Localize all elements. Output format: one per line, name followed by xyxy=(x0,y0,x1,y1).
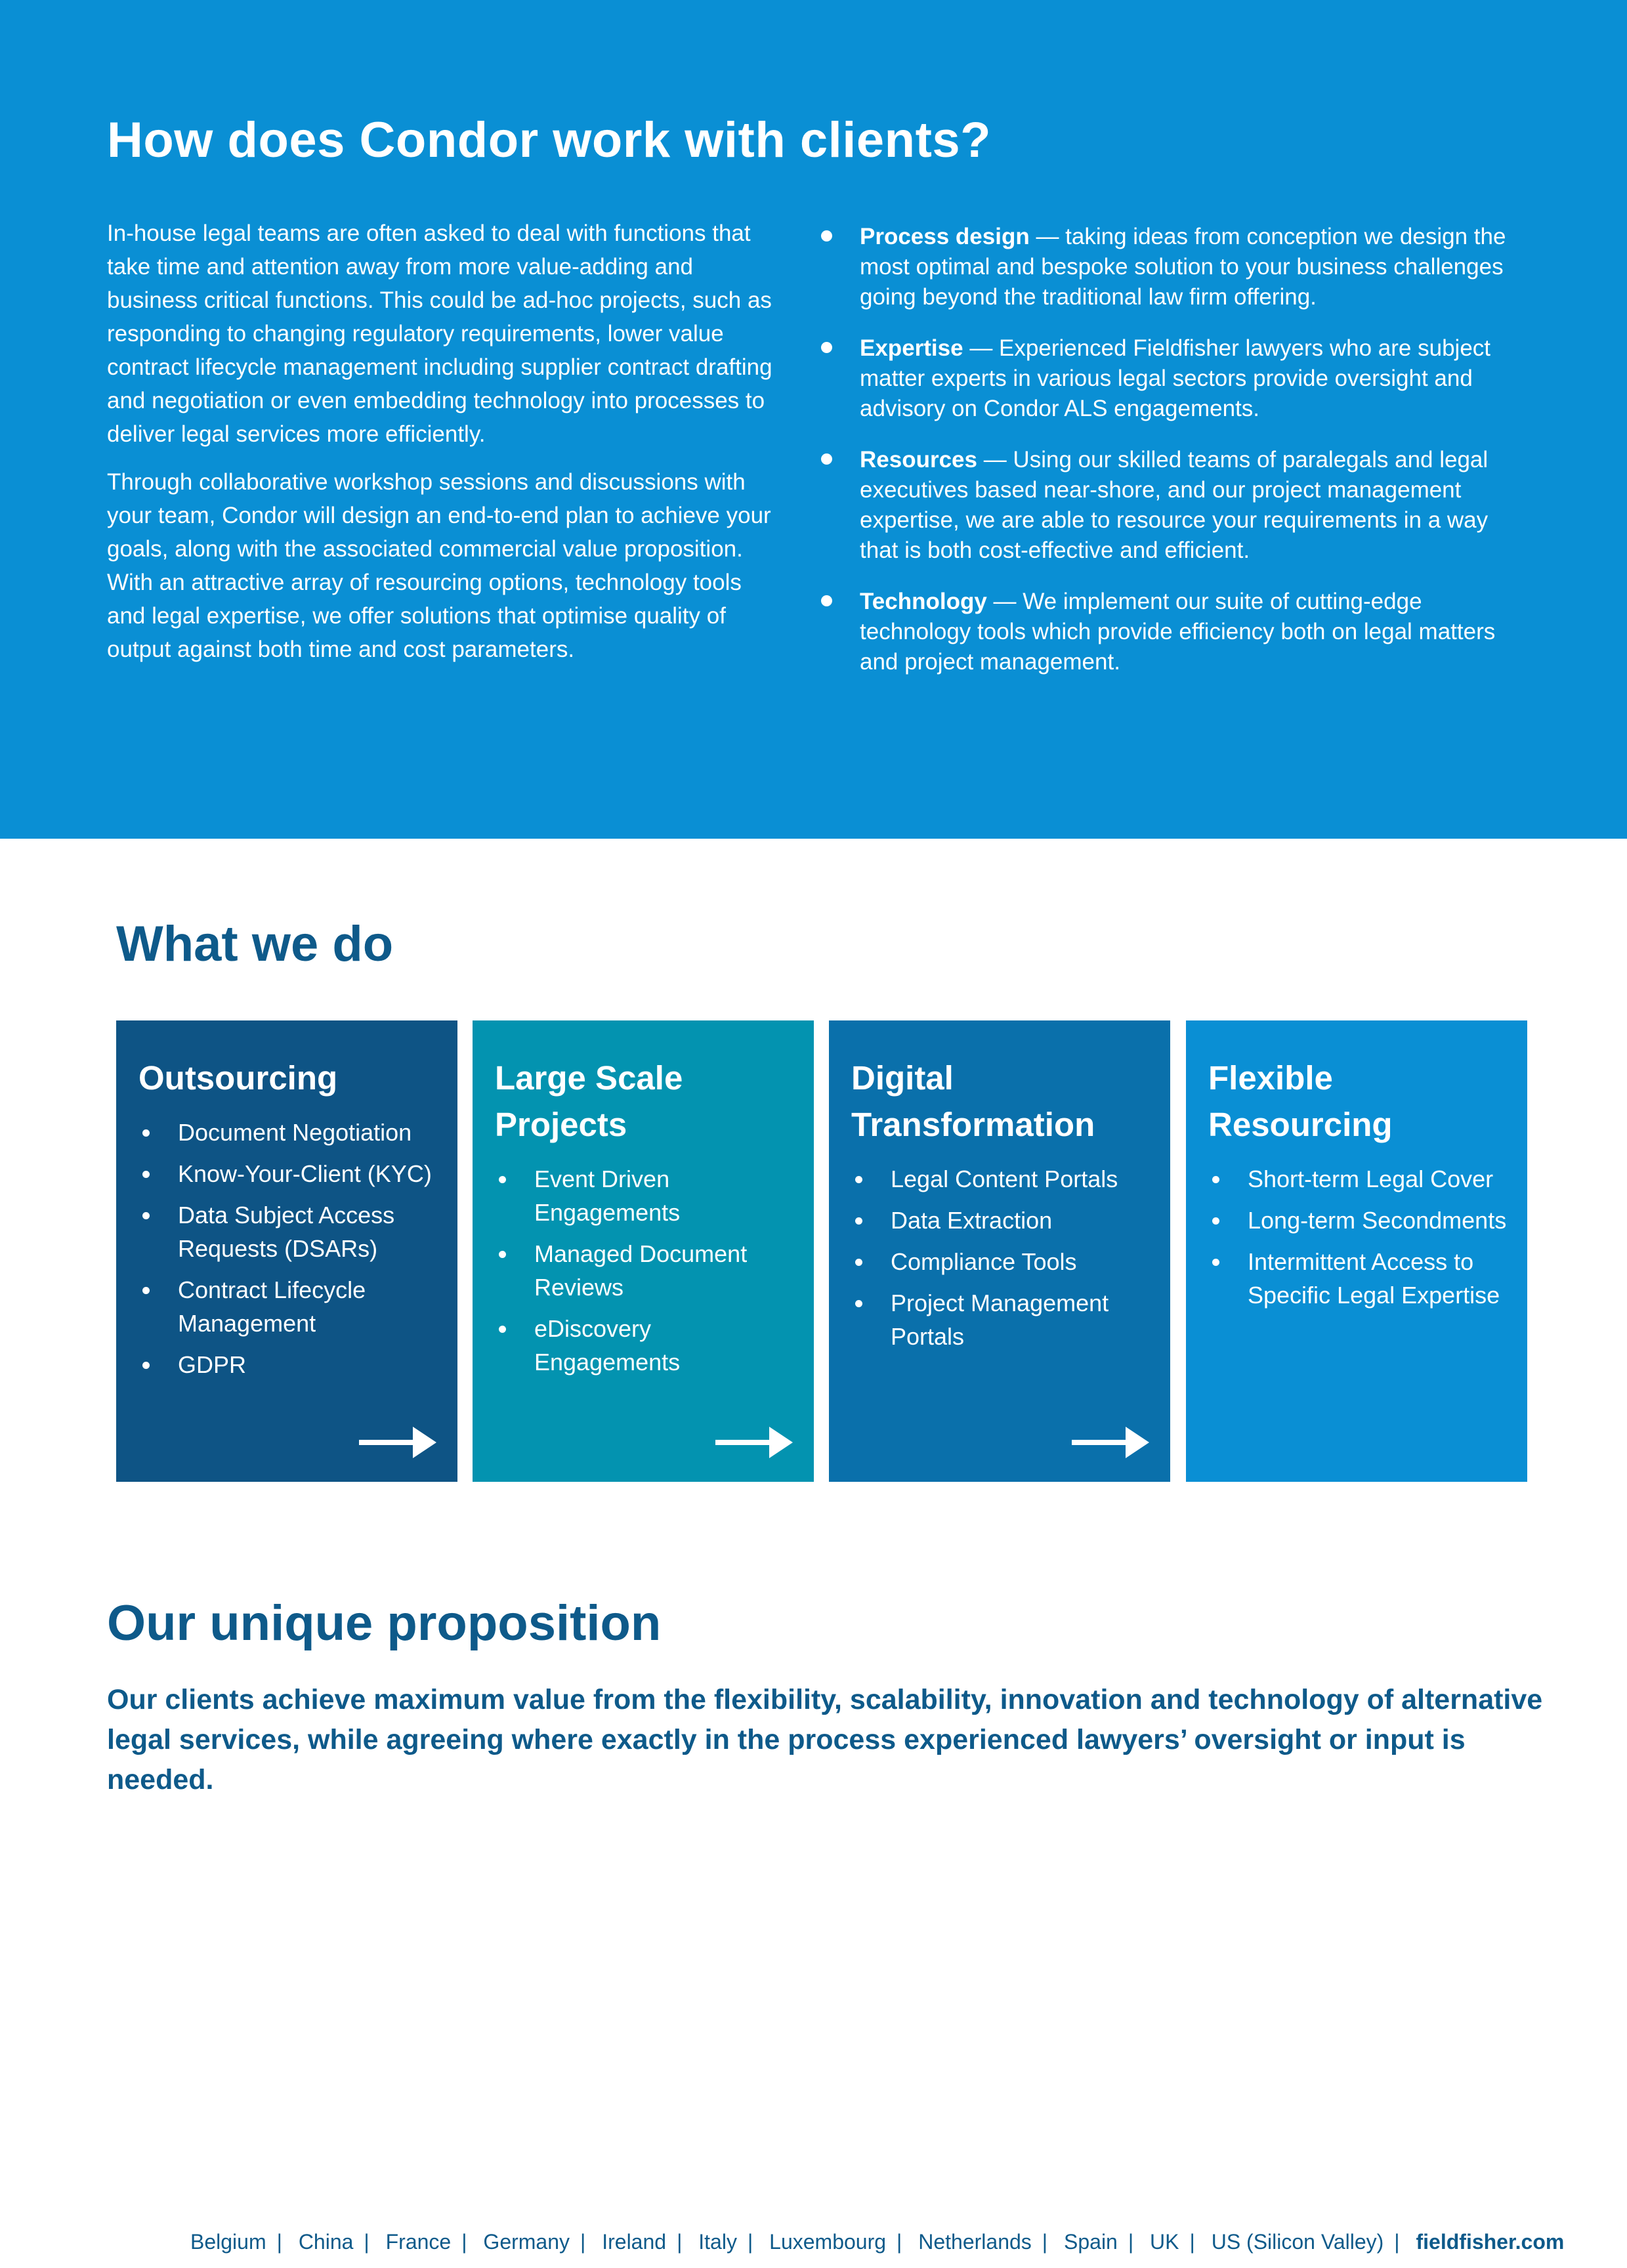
list-item-label: Intermittent Access to Specific Legal Expertise xyxy=(1248,1248,1500,1309)
bullet-term: Resources xyxy=(860,447,977,472)
footer-separator: | xyxy=(747,2230,753,2254)
list-item xyxy=(495,1312,794,1379)
hero-paragraph: In-house legal teams are often asked to deal with functions that take time and attention away from more value-adding and business critical functions. This could be ad-hoc projects, such as responding to changing regulatory requirements, lower value contract lifecycle management including supplier contract drafting and negotiation or even embedding technology into processes to deliver legal services more efficiently. xyxy=(107,220,772,447)
card-outsourcing[interactable] xyxy=(116,1020,457,1482)
bullet-icon xyxy=(1212,1259,1219,1266)
bullet-icon xyxy=(1212,1217,1219,1225)
bullet-icon xyxy=(821,230,832,242)
bullet-icon xyxy=(499,1326,506,1333)
list-item-label: Compliance Tools xyxy=(891,1248,1077,1275)
footer-separator: | xyxy=(1189,2230,1195,2254)
bullet-text: — Using our skilled teams of paralegals and legal executives based near-shore, and our project management expertise, we are able to resource your requirements in a way that is both cost-effective and efficient. xyxy=(860,447,1489,563)
footer-website-link[interactable]: fieldfisher.com xyxy=(1416,2230,1565,2254)
card-title: Large Scale Projects xyxy=(495,1059,683,1143)
footer-country: China xyxy=(298,2230,354,2254)
footer-separator: | xyxy=(1042,2230,1048,2254)
list-item xyxy=(138,1348,438,1381)
list-item xyxy=(495,1237,794,1304)
list-item xyxy=(1208,1204,1508,1237)
footer-separator: | xyxy=(677,2230,683,2254)
bullet-text: — taking ideas from conception we design the most optimal and bespoke solution to your business challenges going beyond the traditional law firm offering. xyxy=(860,224,1506,310)
footer-country: US (Silicon Valley) xyxy=(1211,2230,1384,2254)
card-title: Flexible Resourcing xyxy=(1208,1059,1393,1143)
footer-country: Netherlands xyxy=(918,2230,1032,2254)
arrow-right-icon[interactable] xyxy=(359,1423,438,1462)
card-list xyxy=(1208,1162,1508,1312)
bullet-term: Technology xyxy=(860,589,987,614)
hero-bullet-list xyxy=(817,222,1526,698)
hero-bullet-process-design xyxy=(817,222,1526,312)
footer-country: Spain xyxy=(1064,2230,1118,2254)
list-item xyxy=(495,1162,794,1229)
proposition-title: Our unique proposition xyxy=(107,1595,662,1651)
footer-country: UK xyxy=(1150,2230,1179,2254)
bullet-icon xyxy=(499,1251,506,1258)
list-item-label: Data Extraction xyxy=(891,1207,1053,1234)
hero-section xyxy=(0,0,1627,839)
arrow-right-icon[interactable] xyxy=(715,1423,794,1462)
bullet-icon xyxy=(142,1287,150,1294)
hero-title: How does Condor work with clients? xyxy=(107,112,992,168)
footer-country: Italy xyxy=(698,2230,737,2254)
hero-bullet-resources xyxy=(817,445,1526,566)
list-item xyxy=(138,1198,438,1265)
list-item xyxy=(851,1162,1151,1196)
card-list xyxy=(851,1162,1151,1353)
bullet-term: Process design xyxy=(860,224,1030,249)
bullet-term: Expertise xyxy=(860,335,963,361)
footer-separator: | xyxy=(1394,2230,1400,2254)
footer-separator: | xyxy=(276,2230,282,2254)
hero-intro xyxy=(107,217,783,681)
bullet-icon xyxy=(142,1362,150,1369)
footer-country: Ireland xyxy=(602,2230,667,2254)
card-flexible-resourcing xyxy=(1186,1020,1527,1482)
list-item-label: Long-term Secondments xyxy=(1248,1207,1507,1234)
list-item-label: eDiscovery Engagements xyxy=(534,1315,681,1376)
hero-bullet-technology xyxy=(817,587,1526,677)
hero-paragraph: Through collaborative workshop sessions and discussions with your team, Condor will design an end-to-end plan to achieve your goals, along with the associated commercial value proposition. With an attractive array of resourcing options, technology tools and legal expertise, we offer solutions that optimise quality of output against both time and cost parameters. xyxy=(107,469,771,662)
bullet-icon xyxy=(142,1129,150,1137)
bullet-icon xyxy=(855,1259,862,1266)
card-title: Outsourcing xyxy=(138,1059,338,1097)
footer-separator: | xyxy=(364,2230,370,2254)
list-item xyxy=(851,1245,1151,1278)
what-we-do-title: What we do xyxy=(116,916,394,972)
footer-separator: | xyxy=(897,2230,902,2254)
bullet-icon xyxy=(821,453,832,465)
list-item xyxy=(851,1204,1151,1237)
footer-separator: | xyxy=(580,2230,586,2254)
bullet-icon xyxy=(1212,1176,1219,1183)
bullet-text: — We implement our suite of cutting-edge technology tools which provide efficiency both on legal matters and project management. xyxy=(860,589,1496,675)
list-item-label: Data Subject Access Requests (DSARs) xyxy=(178,1202,395,1262)
footer-country: Luxembourg xyxy=(769,2230,887,2254)
hero-bullet-expertise xyxy=(817,333,1526,424)
bullet-icon xyxy=(821,342,832,353)
footer-country: Belgium xyxy=(190,2230,266,2254)
bullet-icon xyxy=(142,1212,150,1219)
card-list xyxy=(138,1116,438,1381)
card-title: Digital Transformation xyxy=(851,1059,1095,1143)
bullet-icon xyxy=(855,1176,862,1183)
list-item-label: Event Driven Engagements xyxy=(534,1166,681,1226)
bullet-icon xyxy=(142,1171,150,1178)
list-item-label: GDPR xyxy=(178,1351,247,1378)
list-item-label: Project Management Portals xyxy=(891,1290,1109,1350)
bullet-icon xyxy=(855,1217,862,1225)
bullet-icon xyxy=(821,595,832,606)
arrow-right-icon[interactable] xyxy=(1072,1423,1151,1462)
footer-country: France xyxy=(385,2230,452,2254)
list-item xyxy=(851,1286,1151,1353)
bullet-icon xyxy=(855,1300,862,1307)
list-item-label: Document Negotiation xyxy=(178,1119,412,1146)
footer-office-list xyxy=(190,2230,1565,2254)
card-digital-transformation[interactable] xyxy=(829,1020,1170,1482)
footer-separator: | xyxy=(461,2230,467,2254)
list-item-label: Managed Document Reviews xyxy=(534,1240,748,1301)
footer-separator: | xyxy=(1128,2230,1134,2254)
list-item-label: Contract Lifecycle Management xyxy=(178,1276,366,1337)
list-item-label: Legal Content Portals xyxy=(891,1166,1118,1192)
list-item xyxy=(138,1116,438,1149)
bullet-text: — Experienced Fieldfisher lawyers who are subject matter experts in various legal sectors provide oversight and advisory on Condor ALS engagements. xyxy=(860,335,1491,421)
list-item xyxy=(1208,1245,1508,1312)
footer-country: Germany xyxy=(483,2230,570,2254)
card-large-scale-projects[interactable] xyxy=(473,1020,814,1482)
proposition-text: Our clients achieve maximum value from the flexibility, scalability, innovation and technology of alternative legal services, while agreeing where exactly in the process experienced lawyers’ oversight or input is needed. xyxy=(107,1684,1543,1796)
list-item-label: Short-term Legal Cover xyxy=(1248,1166,1494,1192)
card-list xyxy=(495,1162,794,1379)
bullet-icon xyxy=(499,1176,506,1183)
list-item xyxy=(138,1273,438,1340)
list-item xyxy=(138,1157,438,1190)
list-item-label: Know-Your-Client (KYC) xyxy=(178,1160,432,1187)
list-item xyxy=(1208,1162,1508,1196)
